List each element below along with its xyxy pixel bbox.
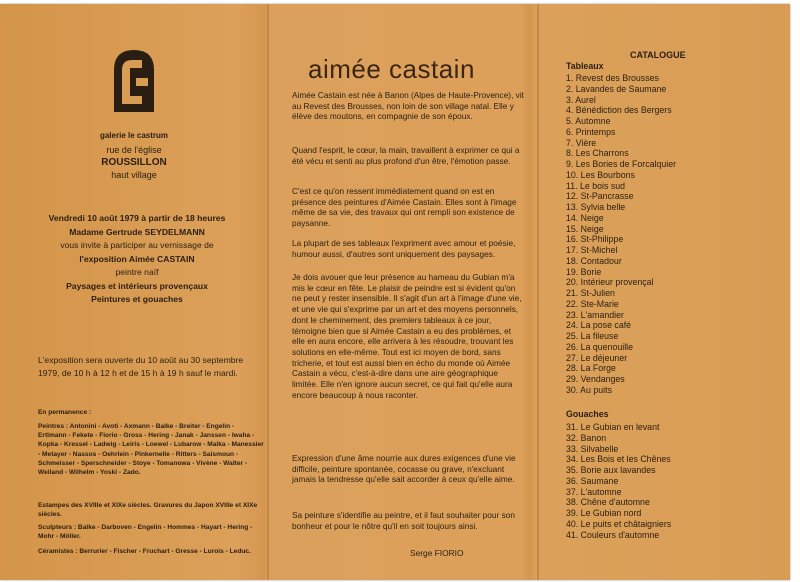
article-paragraph: Sa peinture s'identifie au peintre, et il faut souhaiter pour son bonheur et pour le nôtre qu'il en soit toujours ainsi. [292, 510, 515, 531]
tableaux-list [566, 73, 676, 396]
article-paragraph: Je dois avouer que leur présence au hameau du Gubian m'a mis le cœur en fête. Le plaisir de peindre est si évident qu'on ne peut y rester insensible. Il s'agit d'un art à l'image d'une vie, et une vie qui s'exprime par un art et des moyens personnels, dont le cheminement, des premiers tableaux à ce jour, témoigne bien que si Aimée Castain a eu des problèmes, et elle en aura encore, elle arrivera à les résoudre, trouvant les solutions en elle-même. Tout est ici moyen de bord, sans tricherie, et tout est aussi bien en écho du monde où Aimée Castain a vécu, c'est-à-dire dans une aire géographique limitée. Elle n'en ignore aucun secret, ce qui fait qu'elle aura encore beaucoup à nous raconter. [292, 272, 522, 400]
catalogue-item: 32. Banon [566, 432, 607, 443]
invitation-line: Madame Gertrude SEYDELMANN [69, 226, 205, 237]
catalogue-item: 41. Couleurs d'automne [566, 529, 660, 540]
left-panel [0, 4, 268, 580]
catalogue-item: 28. La Forge [566, 363, 616, 374]
article-title: aimée castain [308, 54, 475, 84]
tableaux-heading: Tableaux [566, 61, 604, 71]
article-paragraph: La plupart de ses tableaux l'expriment avec amour et poésie, humour aussi, d'autres sont uniquement des paysages. [292, 238, 516, 259]
catalogue-item: 3. Aurel [566, 94, 596, 105]
catalogue-item: 15. Neige [566, 223, 604, 234]
permanence-painters: Peintres : Antonini - Avoti - Axmann - Balke - Breiter - Engelin - Ertlmann - Fekete - Fiorio - Gross - Hering - Janak - Janssen - Iwaha - Kopka - Kressel - Ladwig - Leiris - Loewel - Lubarow - Malka - Manessier - Metayer - Nassos - Oehrlein - Pinkernelle - Ritters - Saismoun - Schmeisser - Sperschneider - Stoye - Tomanowa - Vivène - Walter - Weiland - Wilhelm - Yoski - Zado. [38, 423, 264, 477]
catalogue-item: 37. L'automne [566, 486, 622, 497]
catalogue-item: 29. Vendanges [566, 374, 625, 384]
invitation-line: vous invite à participer au vernissage de [60, 240, 214, 250]
catalogue-item: 23. L'amandier [566, 309, 624, 320]
catalogue-item: 39. Le Gubian nord [566, 508, 642, 518]
catalogue-item: 40. Le puits et châtaigniers [566, 518, 672, 529]
brochure-sheet [0, 4, 790, 580]
permanence-ceramists: Céramistes : Berrurier - Fischer - Fruchart - Gresse - Lurois - Leduc. [38, 548, 251, 555]
catalogue-item: 4. Bénédiction des Bergers [566, 105, 672, 116]
invitation-line: Paysages et intérieurs provençaux [66, 280, 208, 291]
catalogue-item: 1. Revest des Brousses [566, 73, 659, 83]
invitation-line: Vendredi 10 août 1979 à partir de 18 heures [48, 213, 226, 223]
gallery-name: galerie le castrum [99, 131, 169, 140]
gouaches-list [566, 422, 671, 540]
catalogue-item: 27. Le déjeuner [566, 352, 628, 363]
catalogue-item: 9. Les Bories de Forcalquier [566, 159, 677, 169]
catalogue-item: 22. Ste-Marie [566, 298, 619, 309]
catalogue-item: 36. Saumane [566, 475, 619, 486]
catalogue-heading: CATALOGUE [630, 50, 686, 60]
article-paragraph: Quand l'esprit, le cœur, la main, travaillent à exprimer ce qui a été vécu et senti au plus profond d'un être, l'émotion passe. [292, 145, 520, 166]
catalogue-item: 21. St-Julien [566, 288, 615, 298]
catalogue-item: 31. Le Gubian en levant [566, 422, 660, 432]
article-paragraph: Expression d'une âme nourrie aux dures exigences d'une vie difficile, peinture spontanée, cocasse ou grave, n'excluant jamais la tendresse qu'elle sait accorder à ceux qu'elle aime. [292, 453, 516, 485]
address-line: rue de l'église [106, 145, 162, 155]
catalogue-item: 14. Neige [566, 212, 604, 223]
invitation-line: peintre naïf [115, 267, 159, 277]
article-paragraph: C'est ce qu'on ressent immédiatement quand on est en présence des peintures d'Aimée Castain. Elles sont à l'image même de sa vie, des travaux qui ont rempli son existence de paysanne. [292, 186, 517, 229]
catalogue-item: 35. Borie aux lavandes [566, 465, 656, 475]
catalogue-item: 26. La quenouille [566, 341, 634, 352]
catalogue-item: 5. Automne [566, 116, 611, 126]
gouaches-heading: Gouaches [566, 409, 609, 419]
invitation-line: l'exposition Aimée CASTAIN [79, 253, 195, 264]
catalogue-item: 11. Le bois sud [566, 180, 626, 191]
catalogue-item: 20. Intérieur provençal [566, 277, 654, 288]
invitation-block [14, 212, 260, 307]
catalogue-item: 25. La fileuse [566, 331, 619, 341]
catalogue-item: 7. Vière [566, 137, 597, 148]
catalogue-item: 10. Les Bourbons [566, 169, 635, 180]
invitation-line: Peintures et gouaches [91, 294, 183, 304]
article-paragraph: Aimée Castain est née à Banon (Alpes de Haute-Provence), vit au Revest des Brousses, non loin de son village natal. Elle y élève des moutons, en compagnie de son époux. [292, 90, 524, 122]
catalogue-item: 34. Les Bois et les Chênes [566, 454, 671, 465]
gallery-address [0, 144, 268, 181]
catalogue-item: 38. Chêne d'automne [566, 497, 650, 508]
catalogue-item: 8. Les Charrons [566, 148, 629, 159]
catalogue-item: 17. St-Michel [566, 245, 618, 255]
permanence-prints: Estampes des XVIIIe et XIXe siècles. Gravures du Japon XVIIIe et XIXe siècles. [38, 502, 258, 519]
exposition-dates: L'exposition sera ouverte du 10 août au 30 septembre 1979, de 10 h à 12 h et de 15 h à 19 h sauf le mardi. [38, 355, 244, 378]
catalogue-item: 12. St-Pancrasse [566, 191, 634, 202]
catalogue-item: 19. Borie [566, 266, 602, 277]
catalogue-item: 2. Lavandes de Saumane [566, 83, 667, 94]
catalogue-item: 16. St-Philippe [566, 234, 624, 245]
address-line: haut village [111, 170, 157, 180]
address-line: ROUSSILLON [101, 157, 167, 168]
permanence-heading: En permanence : [38, 409, 92, 416]
catalogue-item: 30. Au puits [566, 384, 612, 395]
permanence-sculptors: Sculpteurs : Balke - Darboven - Engelin - Hommes - Hayart - Hering - Mohr - Möller. [38, 524, 253, 541]
catalogue-item: 24. La pose café [566, 320, 632, 331]
catalogue-item: 13. Sylvia belle [566, 202, 626, 212]
catalogue-item: 33. Silvabelle [566, 443, 619, 454]
catalogue-item: 18. Contadour [566, 255, 622, 266]
castrum-logo-icon [112, 48, 156, 112]
article-signature: Serge FIORIO [410, 548, 464, 558]
catalogue-item: 6. Printemps [566, 126, 616, 137]
